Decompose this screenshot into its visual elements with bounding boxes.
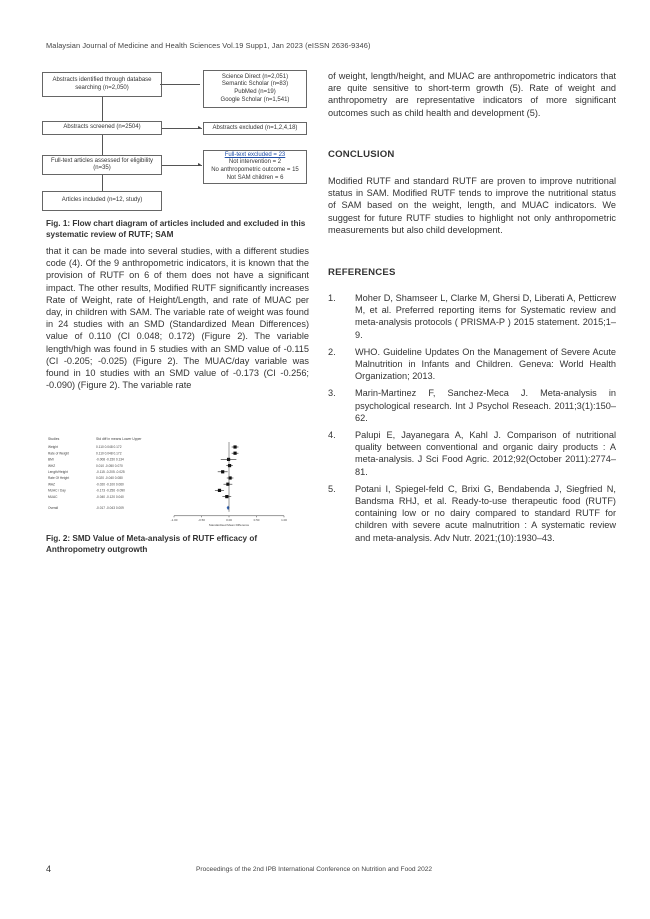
forest-row-label: WAZ <box>48 482 55 487</box>
forest-header-label: Studies <box>48 437 60 441</box>
fulltext-excluded-link[interactable]: Full-text excluded = 23 <box>224 151 286 158</box>
reference-number: 1. <box>328 293 336 303</box>
reference-text: WHO. Guideline Updates On the Management of Severe Acute Malnutrition in Infants and Children. Geneva: World Health Organization; 2013. <box>355 346 616 382</box>
flow-box-screened: Abstracts screened (n=2504) <box>42 121 162 135</box>
forest-plot-svg <box>46 434 304 526</box>
flow-connector <box>162 165 202 166</box>
forest-row-label: BMI <box>48 457 54 462</box>
forest-row-values: -0.173 -0.256 -0.090 <box>96 488 125 493</box>
source-line: Science Direct (n=2,051) <box>221 73 289 80</box>
forest-tick-label: -1.00 <box>170 518 178 522</box>
flow-box-excluded-abstracts: Abstracts excluded (n=1,2,4,18) <box>203 122 307 135</box>
reference-number: 4. <box>328 430 336 441</box>
reference-text: Marin-Martinez F, Sanchez-Meca J. Meta-analysis in psychological research. Int J Psychol Reseach. 2011;3(1):150–62. <box>355 388 616 423</box>
source-line: PubMed (n=19) <box>234 89 276 95</box>
reference-item <box>328 346 616 383</box>
forest-row-label: Length/Height <box>48 470 68 474</box>
forest-plot-figure <box>46 434 304 526</box>
source-line: Google Scholar (n=1,541) <box>220 96 290 103</box>
excluded-reason: Not SAM children = 6 <box>226 174 284 181</box>
forest-row-values: -0.008 -0.150 0.134 <box>96 457 124 462</box>
footer-text: Proceedings of the 2nd IPB International Conference on Nutrition and Food 2022 <box>196 866 433 873</box>
reference-text: Palupi E, Jayanegara A, Kahl J. Comparison of nutritional quality between conventional and organic dairy products : A meta-analysis. J Sci Food Agric. 2012;92(October 2011):2774–81. <box>355 430 616 477</box>
forest-header-cols: Std diff in means Lower Upper <box>96 437 142 441</box>
forest-row-values: 0.110 0.048 0.172 <box>96 445 122 450</box>
flow-box-identified: Abstracts identified through database searching (n=2,050) <box>42 72 162 97</box>
forest-point-marker <box>233 445 236 448</box>
reference-number: 5. <box>328 483 336 494</box>
arrow-right-icon: ▸ <box>198 162 202 168</box>
forest-row-label: MUAC <box>48 494 58 499</box>
forest-row-values: 0.110 0.048 0.172 <box>96 451 122 456</box>
flow-connector <box>162 128 202 129</box>
left-body-paragraph: that it can be made into several studies, with a different studies code (4). Of the 9 anthropometric indicators, it is known that the provision of RUTF on 6 of them does not have a significant impact. The other results, Modified RUTF significantly increases Rate of Weight, rate of Height/Length, and rate of MUAC per day, in children with SAM. The variable rate of weight was found in 24 studies with an SMD (Standardized Mean Differences) value of 0.110 (CI 0.048; 0.172) (Figure 2). The variable length/high was found in 5 studies with an SMD value of -0.115 (CI -0.205; -0.025) (Figure 2). The MUAC/day variable was found in 10 studies with an SMD value of -0.173 (CI -0.256; -0.090) (Figure 2). The variable rate <box>46 246 309 391</box>
journal-header: Malaysian Journal of Medicine and Health Sciences Vol.19 Supp1, Jan 2023 (eISSN 2636-9346) <box>46 41 371 50</box>
reference-text: Moher D, Shamseer L, Clarke M, Ghersi D, Liberati A, Petticrew M, et al. Preferred reporting items for Systematic review and meta-analysis protocols ( PRISMA-P ) 2015 statement. 2015;1–9. <box>355 293 616 340</box>
forest-point-marker <box>225 495 228 498</box>
forest-point-marker <box>221 470 224 473</box>
forest-row-values: 0.010 -0.050 0.070 <box>96 463 123 468</box>
figure1-caption: Fig. 1: Flow chart diagram of articles included and excluded in this systematic review of RUTF; SAM <box>46 219 306 239</box>
forest-row-label: Weight <box>48 445 58 450</box>
forest-overall-values: -0.017 -0.043 0.009 <box>96 506 124 510</box>
flow-chart-figure <box>40 64 310 214</box>
forest-tick-label: 1.00 <box>281 518 287 522</box>
forest-overall-label: Overall <box>48 506 59 510</box>
reference-item <box>328 387 616 424</box>
forest-point-marker <box>218 489 221 492</box>
reference-item <box>328 292 616 341</box>
flow-box-fulltext: Full-text articles assessed for eligibility (n=35) <box>42 155 162 175</box>
flow-box-sources <box>203 70 307 108</box>
excluded-reason: Not intervention = 2 <box>228 159 282 166</box>
forest-row-label: Rate Of Height <box>48 476 70 481</box>
reference-number: 3. <box>328 388 336 399</box>
forest-row-label: Rate of Weight <box>48 451 70 456</box>
flow-connector <box>102 97 103 121</box>
flow-connector <box>102 135 103 155</box>
right-body-paragraph: of weight, length/height, and MUAC are anthropometric indicators that are quite sensitive to short-term growth (5). Rate of weight and anthropometry are representative indicators of more significant outcomes such as child health and development (5). <box>328 71 616 118</box>
reference-text: Potani I, Spiegel-feld C, Brixi G, Bendabenda J, Siegfried N, Bandsma RHJ, et al. Ready-to-use therapeutic food (RUTF) containing low or no dairy compared to standard RUTF for children with severe acute malnutrition : A systematic review and meta-analysis. Adv Nutr. 2021;(10):1930–43. <box>355 483 616 543</box>
forest-point-marker <box>228 464 231 467</box>
flow-box-included: Articles included (n=12, study) <box>42 191 162 211</box>
flow-box-fulltext-excluded <box>203 150 307 184</box>
forest-point-marker <box>227 458 230 461</box>
forest-row-values: -0.115 -0.205 -0.025 <box>96 470 125 474</box>
flow-connector <box>102 175 103 191</box>
figure2-caption: Fig. 2: SMD Value of Meta-analysis of RUTF efficacy of Anthropometry outgrowth <box>46 534 258 554</box>
forest-row-label: MUAC / Day <box>48 488 66 493</box>
reference-item <box>328 483 616 544</box>
flow-connector <box>160 84 200 85</box>
page-number: 4 <box>46 864 52 874</box>
references-list <box>328 292 616 549</box>
forest-tick-label: 0.50 <box>253 518 260 522</box>
forest-point-marker <box>233 452 236 455</box>
conclusion-heading: CONCLUSION <box>328 149 395 160</box>
forest-row-values: 0.020 -0.040 0.080 <box>96 476 123 481</box>
reference-item <box>328 429 616 478</box>
forest-tick-label: 0.00 <box>226 518 232 522</box>
forest-row-values: -0.040 -0.120 0.040 <box>96 494 124 499</box>
reference-number: 2. <box>328 346 336 357</box>
references-heading: REFERENCES <box>328 267 396 278</box>
excluded-reason: No anthropometric outcome = 15 <box>211 167 299 173</box>
forest-row-label: WHZ <box>48 463 56 468</box>
arrow-right-icon: ▸ <box>198 125 202 131</box>
conclusion-paragraph: Modified RUTF and standard RUTF are proven to improve nutritional status in SAM. Modified RUTF tends to improve the nutritional status of SAM based on the weight, length, and MUAC indicators. We suggest for future RUTF studies to highlight not only anthropometric measurements but also child development. <box>328 176 616 235</box>
forest-row-values: -0.020 -0.100 0.060 <box>96 482 124 487</box>
source-line: Semantic Scholar (n=83) <box>221 81 289 88</box>
forest-tick-label: -0.50 <box>198 518 205 522</box>
forest-axis-label: Standardised Mean Difference <box>208 522 250 526</box>
